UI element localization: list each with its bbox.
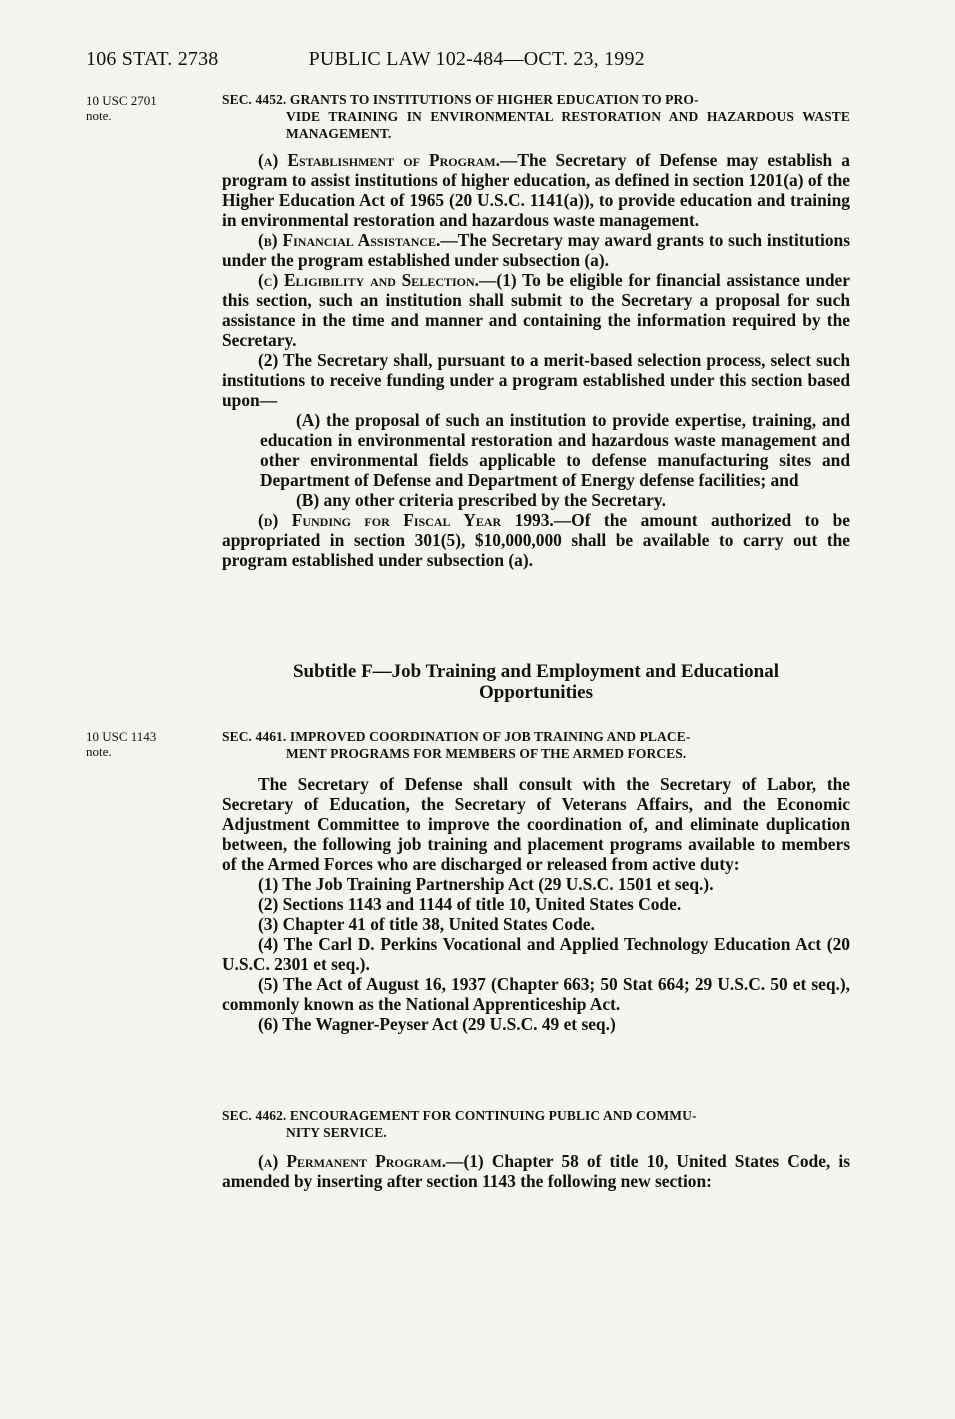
section-4462-heading: SEC. 4462. ENCOURAGEMENT FOR CONTINUING PUBLIC AND COMMU- NITY SERVICE.	[222, 1108, 697, 1140]
section-4452	[222, 91, 850, 570]
statute-page-number: 106 STAT. 2738	[86, 48, 219, 70]
section-4452-heading: SEC. 4452. GRANTS TO INSTITUTIONS OF HIGHER EDUCATION TO PRO- VIDE TRAINING IN ENVIRONMENTAL RESTORATION AND HAZARDOUS WASTE MANAGEMENT.	[222, 92, 850, 141]
subtitle-f-heading: Subtitle F—Job Training and Employment and Educational Opportunities	[292, 661, 780, 703]
list-item: (6) The Wagner-Peyser Act (29 U.S.C. 49 et seq.)	[258, 1014, 616, 1034]
subsection-c: (c) Eligibility and Selection.—(1) To be eligible for financial assistance under this section, such an institution shall submit to the Secretary a proposal for such assistance in the time and manner and containing the information required by the Secretary.	[222, 270, 850, 350]
section-4462-subsection-a: (a) Permanent Program.—(1) Chapter 58 of title 10, United States Code, is amended by inserting after section 1143 the following new section:	[222, 1151, 850, 1191]
subsection-c-2: (2) The Secretary shall, pursuant to a merit-based selection process, select such institutions to receive funding under a program established under this section based upon—	[222, 350, 850, 410]
section-4461	[222, 728, 850, 1034]
subsection-a: (a) Establishment of Program.—The Secretary of Defense may establish a program to assist institutions of higher education, as defined in section 1201(a) of the Higher Education Act of 1965 (20 U.S.C. 1141(a)), to provide education and training in environmental restoration and hazardous waste management.	[222, 150, 850, 230]
list-item: (3) Chapter 41 of title 38, United States Code.	[258, 914, 595, 934]
section-4461-heading: SEC. 4461. IMPROVED COORDINATION OF JOB TRAINING AND PLACE- MENT PROGRAMS FOR MEMBERS OF THE ARMED FORCES.	[222, 729, 691, 761]
subsection-c-2-A: (A) the proposal of such an institution to provide expertise, training, and education in environmental restoration and hazardous waste management and other environmental fields applicable to defense manufacturing sites and Department of Defense and Department of Energy defense facilities; and	[260, 410, 850, 490]
page-header	[86, 48, 736, 71]
subsection-d: (d) Funding for Fiscal Year 1993.—Of the amount authorized to be appropriated in section 301(5), $10,000,000 shall be available to carry out the program established under subsection (a).	[222, 510, 850, 570]
list-item: (4) The Carl D. Perkins Vocational and Applied Technology Education Act (20 U.S.C. 2301 et seq.).	[222, 934, 850, 974]
list-item: (1) The Job Training Partnership Act (29 U.S.C. 1501 et seq.).	[258, 874, 714, 894]
section-4462	[222, 1107, 850, 1191]
margin-note-10usc2701: 10 USC 2701 note.	[86, 93, 157, 123]
margin-note-10usc1143: 10 USC 1143 note.	[86, 729, 157, 759]
subsection-b: (b) Financial Assistance.—The Secretary may award grants to such institutions under the program established under subsection (a).	[222, 230, 850, 270]
subsection-c-2-B: (B) any other criteria prescribed by the Secretary.	[296, 490, 666, 510]
list-item: (2) Sections 1143 and 1144 of title 10, United States Code.	[258, 894, 682, 914]
list-item: (5) The Act of August 16, 1937 (Chapter 663; 50 Stat 664; 29 U.S.C. 50 et seq.), commonly known as the National Apprenticeship Act.	[222, 974, 850, 1014]
section-4461-intro: The Secretary of Defense shall consult with the Secretary of Labor, the Secretary of Education, the Secretary of Veterans Affairs, and the Economic Adjustment Committee to improve the coordination of, and eliminate duplication between, the following job training and placement programs available to members of the Armed Forces who are discharged or released from active duty:	[222, 774, 850, 874]
public-law-citation: PUBLIC LAW 102-484—OCT. 23, 1992	[308, 48, 645, 70]
